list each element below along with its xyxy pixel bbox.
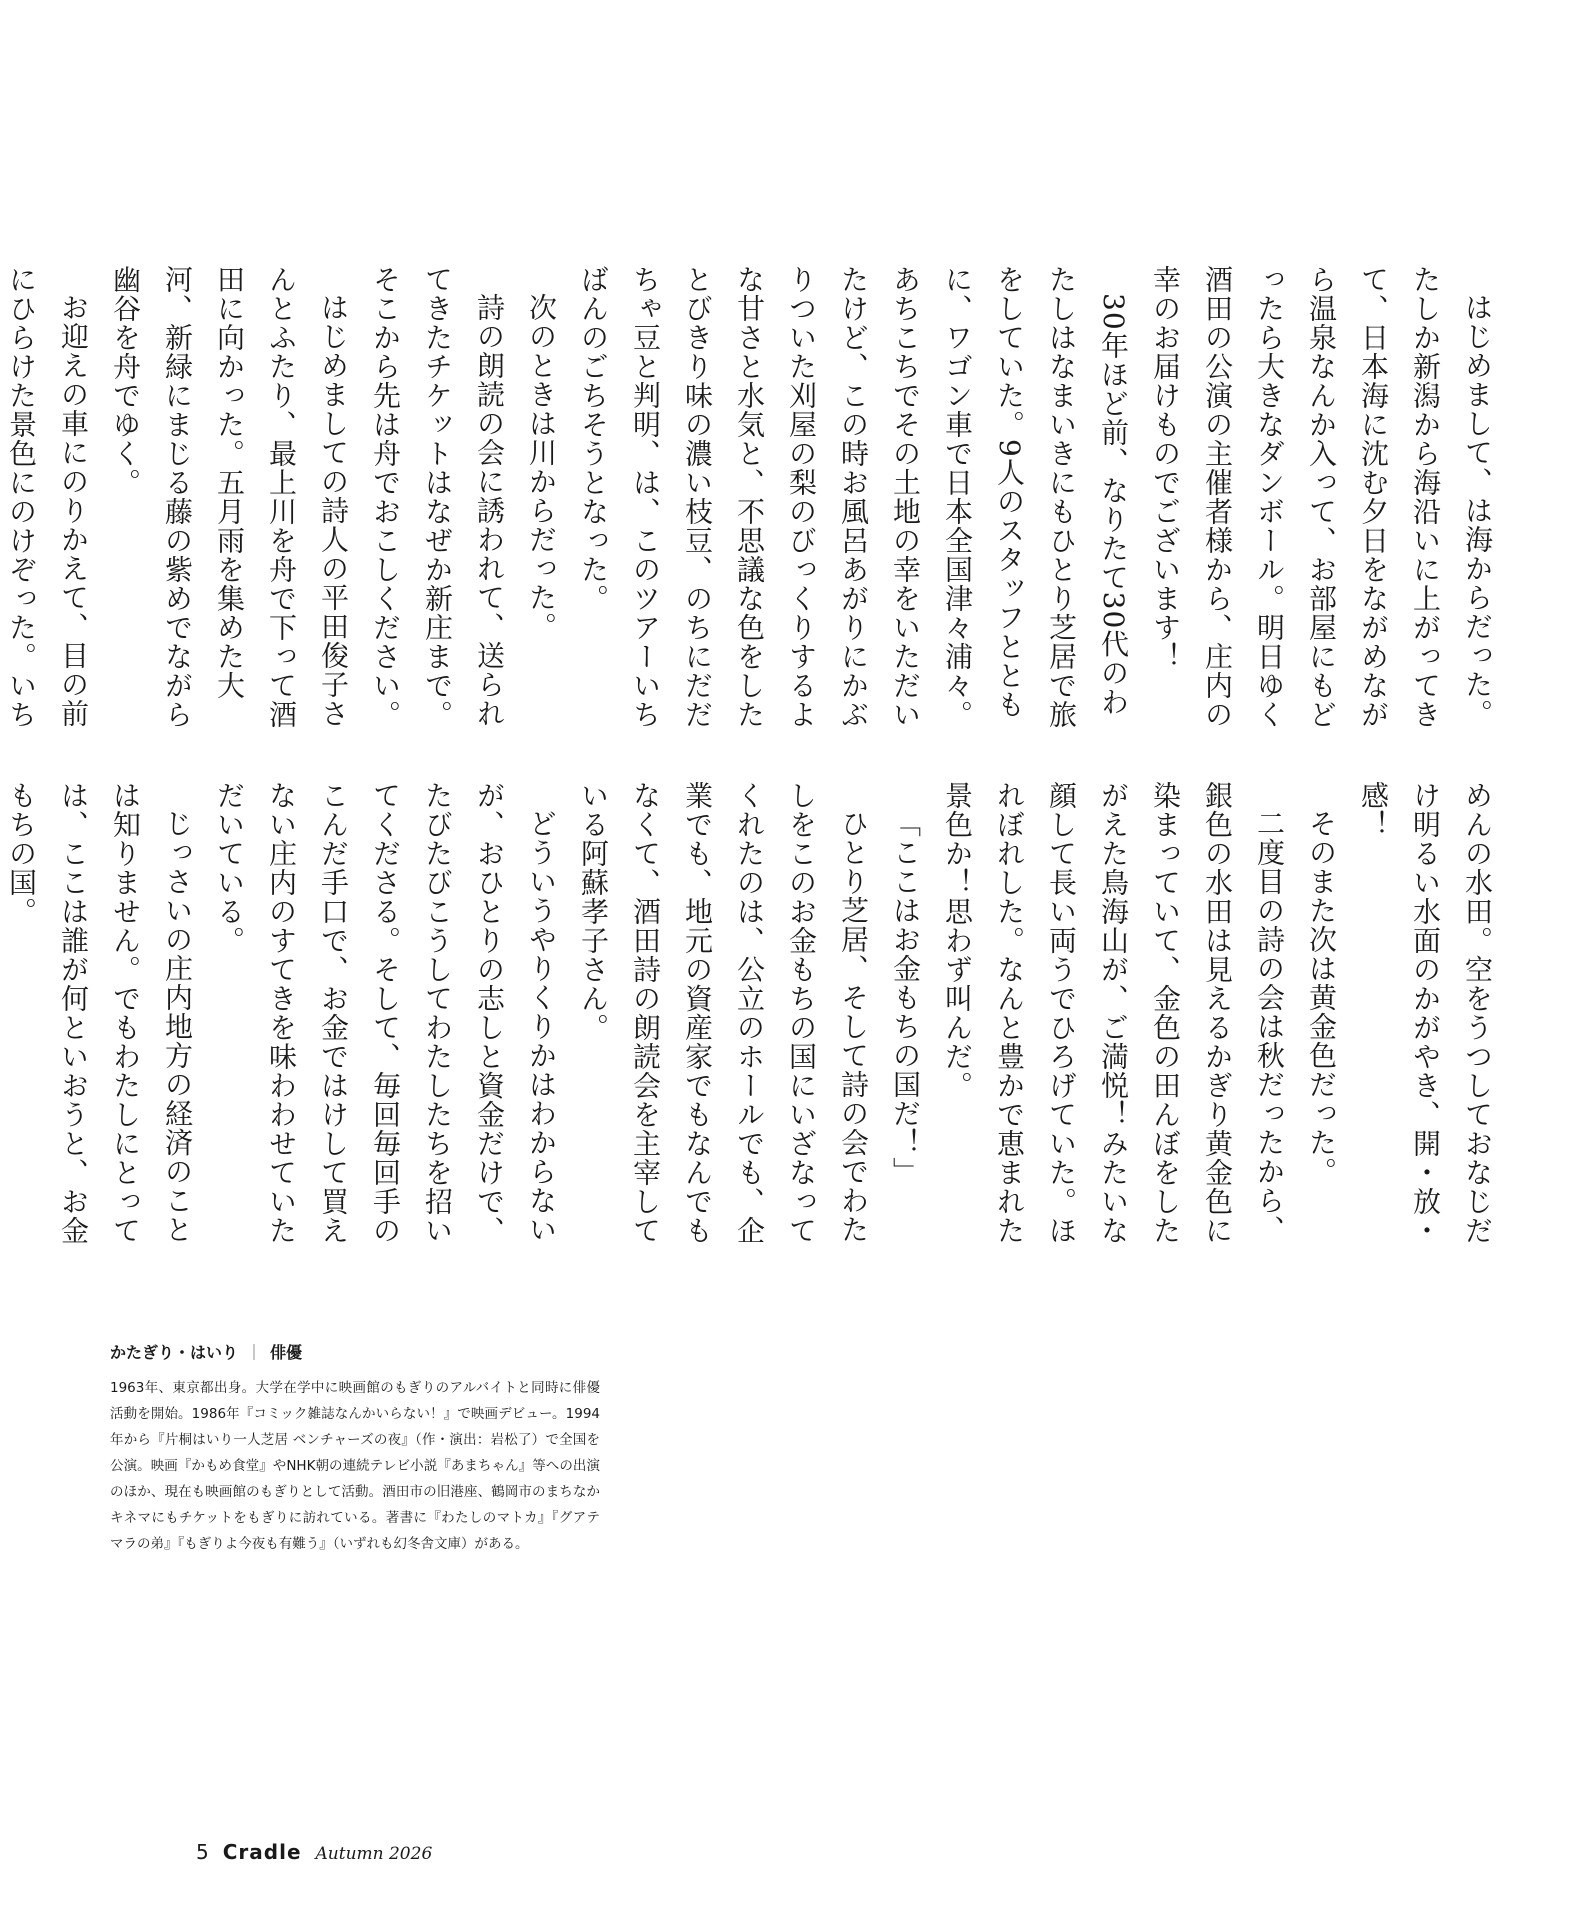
author-name: かたぎり・はいり (110, 1343, 239, 1362)
magazine-name: Cradle (222, 1840, 302, 1864)
article-paragraph: お迎えの車にのりかえて、目の前にひらけた景色にのけぞった。いち (5, 265, 90, 729)
article-paragraph: はじめまして、は海からだった。たしか新潟から海沿いに上がってきて、日本海に沈む夕日をながめながら温泉なんか入って、お部屋にもどったら大きなダンボール。明日ゆく酒田の公演の主催者様から、庄内の幸のお届けものでございます！ (1149, 265, 1494, 729)
article-paragraph: 次のときは川からだった。 (525, 293, 558, 641)
page-number: 5 (196, 1840, 209, 1864)
author-bio: 1963年、東京都出身。大学在学中に映画館のもぎりのアルバイトと同時に俳優活動を開始。1986年『コミック雑誌なんかいらない！』で映画デビュー。1994年から『片桐はいり一人芝居 ベンチャーズの夜』（作・演出：岩松了）で全国を公演。映画『かもめ食堂』やNHK朝の連続テレビ小説『あまちゃん』等への出演のほか、現在も映画館のもぎりとして活動。酒田市の旧港座、鶴岡市のまちなかキネマにもチケットをもぎりに訪れている。著書に『わたしのマトカ』『グアテマラの弟』『もぎりよ今夜も有難う』（いずれも幻冬舎文庫）がある。 (110, 1380, 600, 1552)
page-footer (196, 1840, 432, 1864)
article-paragraph: そのまた次は黄金色だった。 (1305, 809, 1338, 1186)
profile-heading (110, 1340, 600, 1363)
article-paragraph: じっさいの庄内地方の経済のことは知りません。でもわたしにとっては、ここは誰が何といおうと、お金もちの国。 (5, 781, 194, 1245)
article-paragraph: 30年ほど前、なりたて30代のわたしはなまいきにもひとり芝居で旅をしていた。9人のスタッフとともに、ワゴン車で日本全国津々浦々。あちこちでその土地の幸をいただいたけど、この時お風呂あがりにかぶりついた刈屋の梨のびっくりするよな甘さと水気と、不思議な色をしたとびきり味の濃い枝豆、のちにだだちゃ豆と判明、は、このツアーいちばんのごちそうとなった。 (577, 265, 1130, 729)
article-paragraph: 二度目の詩の会は秋だったから、銀色の水田は見えるかぎり黄金色に染まっていて、金色の田んぼをしたがえた鳥海山が、ご満悦！みたいな顔して長い両うでひろげていた。ほれぼれした。なんと豊かで恵まれた景色か！思わず叫んだ。 (941, 781, 1286, 1245)
author-profile (110, 1340, 600, 1557)
author-role: 俳優 (270, 1343, 303, 1362)
issue-label: Autumn 2026 (315, 1844, 433, 1864)
article-paragraph: 詩の朗読の会に誘われて、送られてきたチケットはなぜか新庄まで。そこから先は舟でおこしください。 (369, 265, 506, 729)
article-paragraph: はじめましての詩人の平田俊子さんとふたり、最上川を舟で下って酒田に向かった。五月雨を集めた大河、新緑にまじる藤の紫めでながら幽谷を舟でゆく。 (109, 265, 350, 729)
article-paragraph: どういうやりくりかはわからないが、おひとりの志しと資金だけで、たびたびこうしてわたしたちを招いてくださる。そして、毎回毎回手のこんだ手口で、お金ではけして買えない庄内のすてきを味わわせていただいている。 (213, 781, 558, 1245)
heading-separator: ｜ (246, 1343, 263, 1362)
article-paragraph: ひとり芝居、そして詩の会でわたしをこのお金もちの国にいざなってくれたのは、公立のホールでも、企業でも、地元の資産家でもなんでもなくて、酒田詩の朗読会を主宰している阿蘇孝子さん。 (577, 781, 870, 1245)
article-upper-block (5, 265, 1503, 743)
article-lower-block (5, 781, 1503, 1259)
article-paragraph-continued: めんの水田。空をうつしておなじだけ明るい水面のかがやき、開・放・感！ (1357, 781, 1494, 1245)
article-quote: 「ここはお金もちの国だ！」 (889, 809, 922, 1186)
